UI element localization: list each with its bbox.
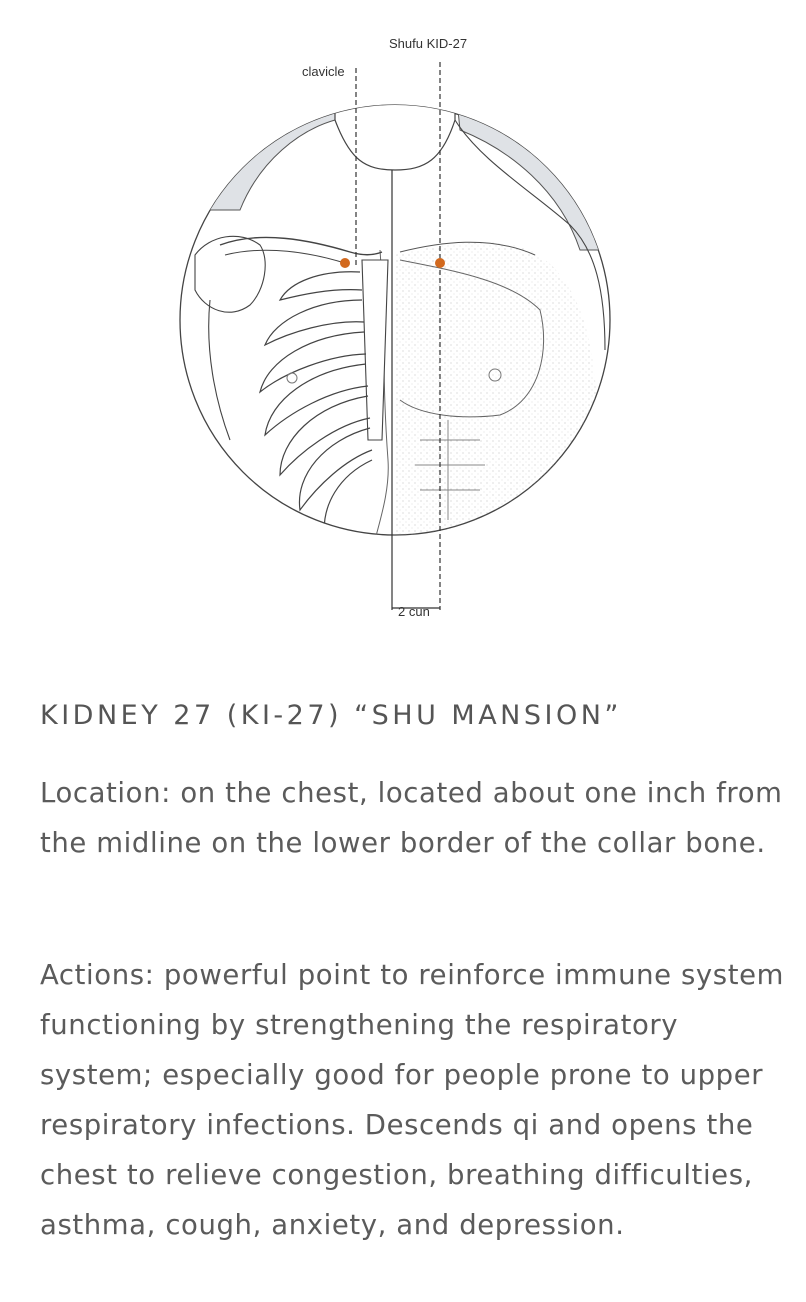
label-shufu: Shufu KID-27: [389, 36, 468, 51]
label-clavicle: clavicle: [302, 64, 345, 79]
point-title: KIDNEY 27 (KI-27) “SHU MANSION”: [40, 700, 622, 731]
label-2-cun: 2 cun: [398, 604, 430, 619]
location-text: Location: on the chest, located about one inch from the midline on the lower border of the collar bone.: [40, 777, 783, 859]
chest-anatomy-figure: [150, 20, 650, 640]
kid27-point-dot: [435, 258, 445, 268]
clavicle-point-dot: [340, 258, 350, 268]
acupoint-illustration: [150, 20, 650, 640]
actions-text: Actions: powerful point to reinforce immune system functioning by strengthening the respiratory system; especially good for people prone to upper respiratory infections. Descends qi and opens the chest to relieve congestion, breathing difficulties, asthma, cough, anxiety, and depression.: [40, 959, 785, 1241]
